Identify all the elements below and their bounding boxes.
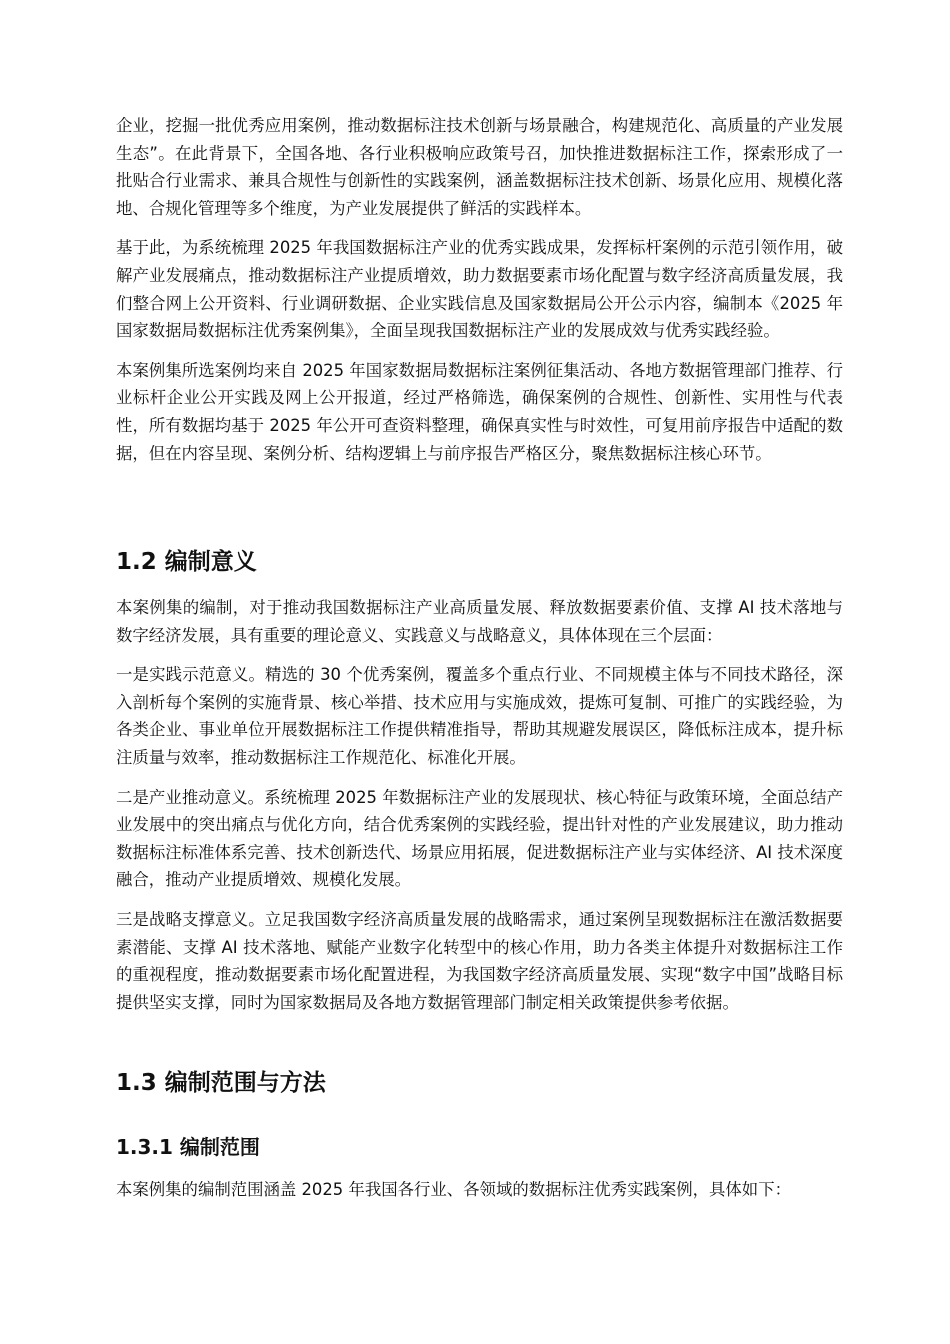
section-1-3-1-paragraph-1: 本案例集的编制范围涵盖 2025 年我国各行业、各领域的数据标注优秀实践案例，具体如下：: [116, 1180, 791, 1199]
section-heading-1-3-1: 1.3.1 编制范围: [116, 1135, 260, 1159]
section-1-2-paragraph-2: 一是实践示范意义。精选的 30 个优秀案例，覆盖多个重点行业、不同规模主体与不同技术路径，深入剖析每个案例的实施背景、核心举措、技术应用与实施成效，提炼可复制、可推广的实践经验，为各类企业、事业单位开展数据标注工作提供精准指导，帮助其规避发展误区，降低标注成本，提升标注质量与效率，推动数据标注工作规范化、标准化开展。: [116, 665, 843, 767]
section-1-2-paragraph-1: 本案例集的编制，对于推动我国数据标注产业高质量发展、释放数据要素价值、支撑 AI 技术落地与数字经济发展，具有重要的理论意义、实践意义与战略意义，具体体现在三个层面：: [116, 598, 843, 645]
intro-paragraph-2: 基于此，为系统梳理 2025 年我国数据标注产业的优秀实践成果，发挥标杆案例的示范引领作用，破解产业发展痛点，推动数据标注产业提质增效，助力数据要素市场化配置与数字经济高质量发展，我们整合网上公开资料、行业调研数据、企业实践信息及国家数据局公开公示内容，编制本《2025 年国家数据局数据标注优秀案例集》，全面呈现我国数据标注产业的发展成效与优秀实践经验。: [116, 238, 843, 341]
section-heading-1-3: 1.3 编制范围与方法: [116, 1070, 326, 1096]
intro-paragraph-3: 本案例集所选案例均来自 2025 年国家数据局数据标注案例征集活动、各地方数据管理部门推荐、行业标杆企业公开实践及网上公开报道，经过严格筛选，确保案例的合规性、创新性、实用性与代表性，所有数据均基于 2025 年公开可查资料整理，确保真实性与时效性，可复用前序报告中适配的数据，但在内容呈现、案例分析、结构逻辑上与前序报告严格区分，聚焦数据标注核心环节。: [116, 360, 843, 463]
intro-paragraph-1: 企业，挖掘一批优秀应用案例，推动数据标注技术创新与场景融合，构建规范化、高质量的产业发展生态”。在此背景下，全国各地、各行业积极响应政策号召，加快推进数据标注工作，探索形成了一批贴合行业需求、兼具合规性与创新性的实践案例，涵盖数据标注技术创新、场景化应用、规模化落地、合规化管理等多个维度，为产业发展提供了鲜活的实践样本。: [116, 116, 843, 218]
section-1-2-paragraph-3: 二是产业推动意义。系统梳理 2025 年数据标注产业的发展现状、核心特征与政策环境，全面总结产业发展中的突出痛点与优化方向，结合优秀案例的实践经验，提出针对性的产业发展建议，助力推动数据标注标准体系完善、技术创新迭代、场景应用拓展，促进数据标注产业与实体经济、AI 技术深度融合，推动产业提质增效、规模化发展。: [116, 787, 843, 890]
section-1-3-1-body: [116, 1176, 843, 1216]
section-1-2-body: [116, 594, 843, 1028]
section-heading-1-2: 1.2 编制意义: [116, 549, 257, 575]
section-1-2-paragraph-4: 三是战略支撑意义。立足我国数字经济高质量发展的战略需求，通过案例呈现数据标注在激活数据要素潜能、支撑 AI 技术落地、赋能产业数字化转型中的核心作用，助力各类主体提升对数据标注工作的重视程度，推动数据要素市场化配置进程，为我国数字经济高质量发展、实现“数字中国”战略目标提供坚实支撑，同时为国家数据局及各地方数据管理部门制定相关政策提供参考依据。: [116, 909, 843, 1012]
intro-section: [116, 112, 843, 479]
